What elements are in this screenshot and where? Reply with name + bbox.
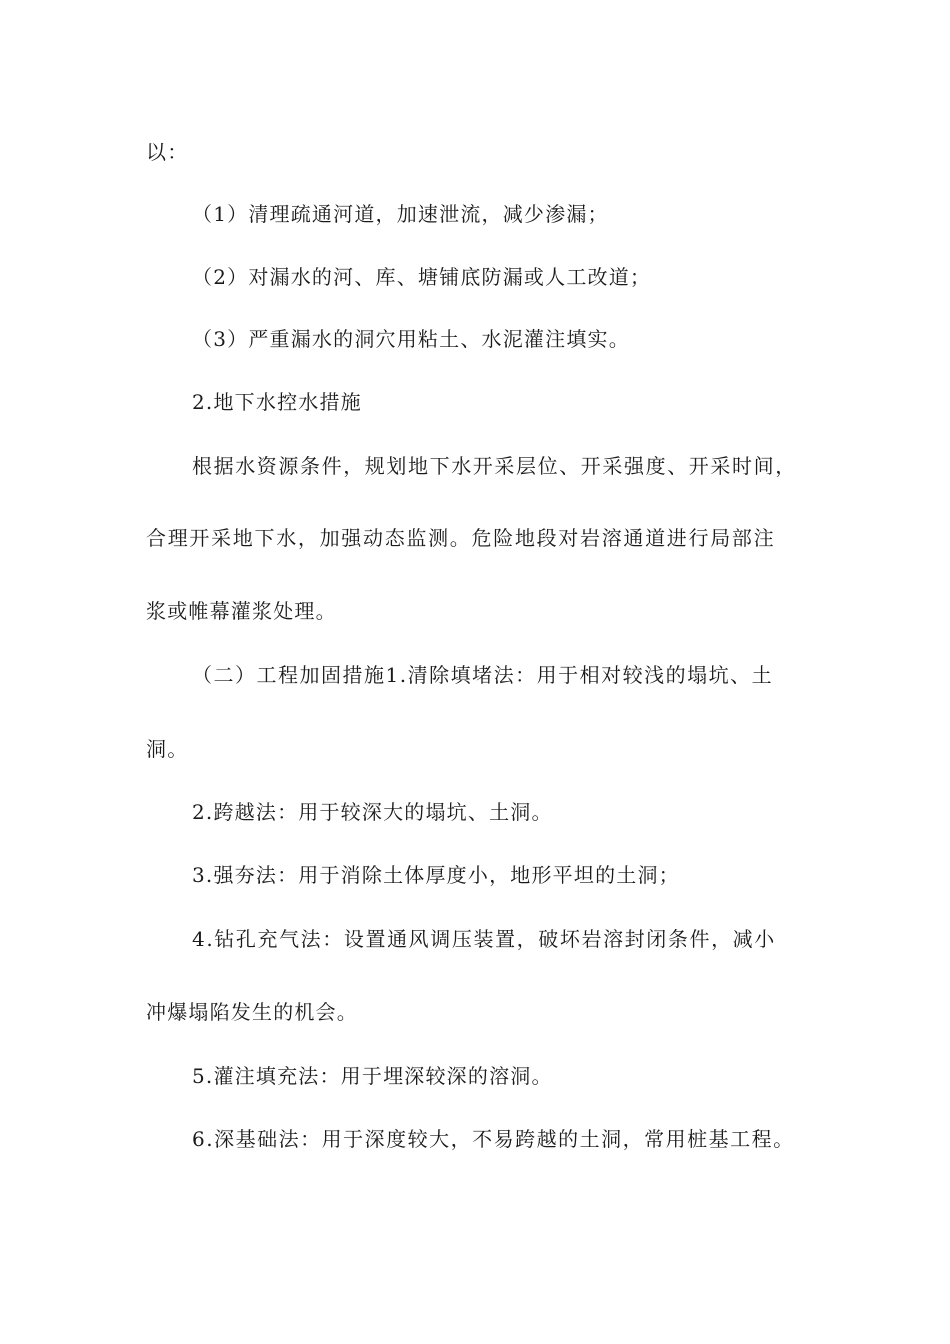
list-item-1: （1）清理疏通河道，加速泄流，减少渗漏； [192, 202, 609, 226]
paragraph-line: 冲爆塌陷发生的机会。 [146, 1000, 358, 1024]
section-heading-groundwater: 2.地下水控水措施 [192, 390, 362, 414]
method-item-2: 2.跨越法：用于较深大的塌坑、土洞。 [192, 800, 553, 824]
paragraph-line: 洞。 [146, 737, 189, 761]
method-item-5: 5.灌注填充法：用于埋深较深的溶洞。 [192, 1064, 553, 1088]
section-heading-engineering: （二）工程加固措施1.清除填堵法：用于相对较浅的塌坑、土 [192, 663, 774, 687]
paragraph-line: 根据水资源条件，规划地下水开采层位、开采强度、开采时间， [192, 454, 797, 478]
method-item-6: 6.深基础法：用于深度较大，不易跨越的土洞，常用桩基工程。 [192, 1127, 795, 1151]
method-item-3: 3.强夯法：用于消除土体厚度小，地形平坦的土洞； [192, 863, 680, 887]
list-item-2: （2）对漏水的河、库、塘铺底防漏或人工改道； [192, 265, 652, 289]
list-item-3: （3）严重漏水的洞穴用粘土、水泥灌注填实。 [192, 327, 630, 351]
paragraph-line: 浆或帷幕灌浆处理。 [146, 599, 337, 623]
method-item-4: 4.钻孔充气法：设置通风调压装置，破坏岩溶封闭条件，减小 [192, 927, 776, 951]
text-line-continuation: 以： [146, 140, 189, 164]
paragraph-line: 合理开采地下水，加强动态监测。危险地段对岩溶通道进行局部注 [146, 526, 776, 550]
